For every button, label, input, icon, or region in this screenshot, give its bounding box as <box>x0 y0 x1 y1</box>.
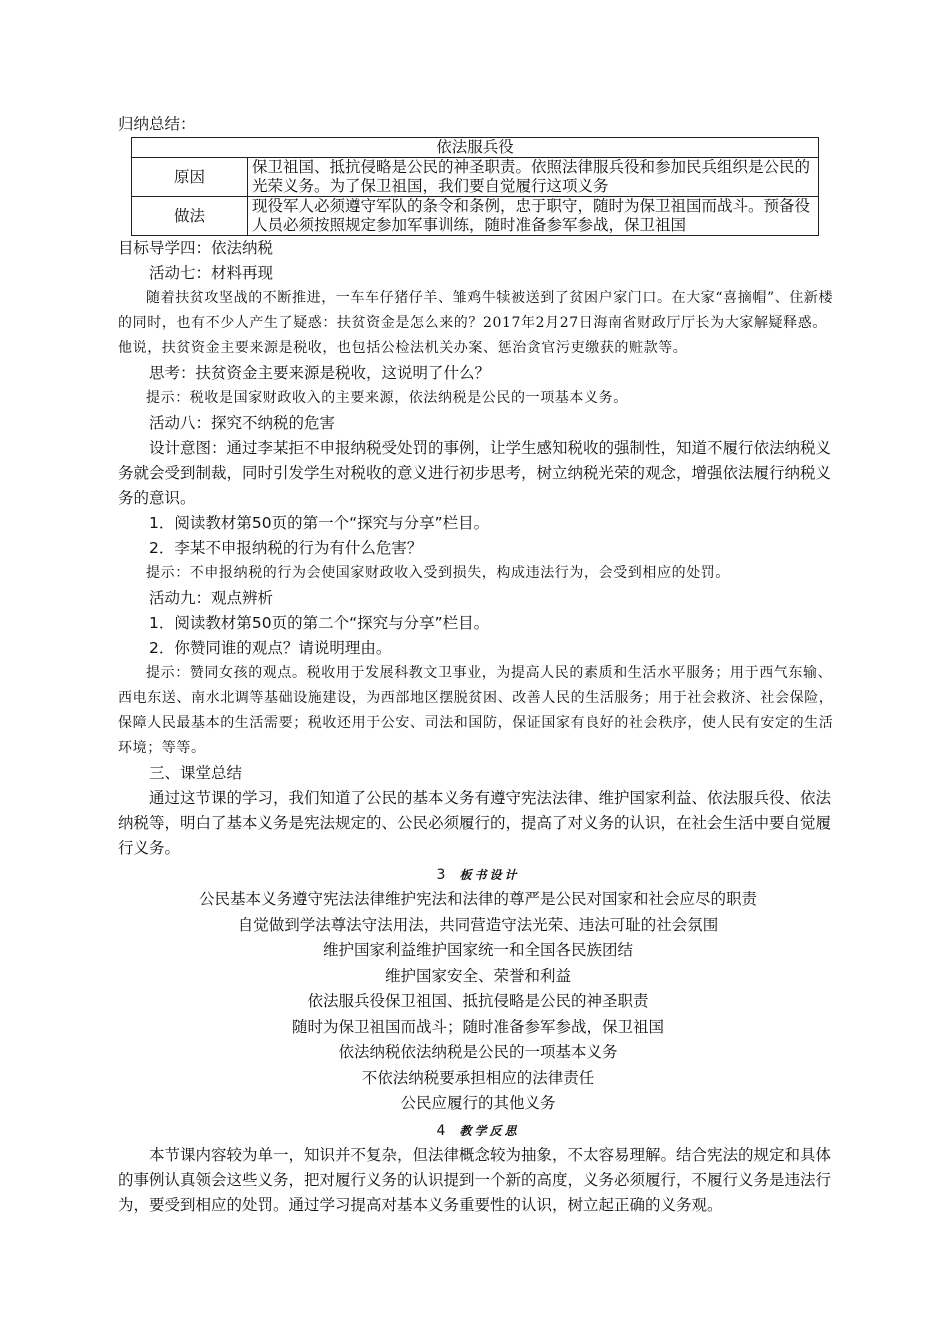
table-row-label: 做法 <box>132 197 248 236</box>
table-row-text: 保卫祖国、抵抗侵略是公民的神圣职责。依照法律服兵役和参加民兵组织是公民的光荣义务。为了保卫祖国，我们要自觉履行这项义务 <box>248 158 819 197</box>
board-line: 维护国家安全、荣誉和利益 <box>384 966 571 985</box>
military-service-table <box>131 137 819 236</box>
summary-intro: 归纳总结： <box>118 115 196 133</box>
activity7-material: 随着扶贫攻坚战的不断推进，一车车仔猪仔羊、雏鸡牛犊被送到了贫困户家门口。在大家“喜摘帽”、住新楼的同时，也有不少人产生了疑惑：扶贫资金是怎么来的？2017年2月27日海南省财政厅厅长为大家解疑释惑。他说，扶贫资金主要来源是税收，也包括公检法机关办案、惩治贪官污吏缴获的赃款等。 <box>118 290 834 356</box>
reflection-text: 本节课内容较为单一，知识并不复杂，但法律概念较为抽象，不太容易理解。结合宪法的规定和具体的事例认真领会这些义务，把对履行义务的认识提到一个新的高度，义务必须履行，不履行义务是违法行为，要受到相应的处罚。通过学习提高对基本义务重要性的认识，树立起正确的义务观。 <box>118 1145 832 1214</box>
activity8-question-2: 2．李某不申报纳税的行为有什么危害？ <box>149 539 423 557</box>
table-row <box>132 158 819 197</box>
activity9-question-1: 1．阅读教材第50页的第二个“探究与分享”栏目。 <box>149 614 490 632</box>
activity8-hint: 提示：不申报纳税的行为会使国家财政收入受到损失，构成违法行为，会受到相应的处罚。 <box>146 565 730 581</box>
section-title: 教学反思 <box>459 1123 520 1138</box>
activity8-design: 设计意图：通过李某拒不申报纳税受处罚的事例，让学生感知税收的强制性，知道不履行依法纳税义务就会受到制裁，同时引发学生对税收的意义进行初步思考，树立纳税光荣的观念，增强依法履行纳税义务的意识。 <box>118 439 832 507</box>
table-row <box>132 197 819 236</box>
board-line: 随时为保卫祖国而战斗；随时准备参军参战，保卫祖国 <box>291 1017 664 1036</box>
section-number: 3 <box>436 867 446 883</box>
board-line: 公民基本义务遵守宪法法律维护宪法和法律的尊严是公民对国家和社会应尽的职责 <box>198 890 757 908</box>
class-summary-text: 通过这节课的学习，我们知道了公民的基本义务有遵守宪法法律、维护国家利益、依法服兵役、依法纳税等，明白了基本义务是宪法规定的、公民必须履行的，提高了对义务的认识，在社会生活中要自觉履行义务。 <box>118 789 832 857</box>
table-title: 依法服兵役 <box>132 138 819 158</box>
goal-heading: 目标导学四：依法纳税 <box>118 239 274 257</box>
board-line: 公民应履行的其他义务 <box>400 1094 556 1112</box>
activity9-title: 活动九：观点辨析 <box>149 589 274 607</box>
class-summary-title: 三、课堂总结 <box>149 764 243 782</box>
activity9-question-2: 2．你赞同谁的观点？请说明理由。 <box>149 639 392 657</box>
board-line: 依法服兵役保卫祖国、抵抗侵略是公民的神圣职责 <box>307 992 649 1010</box>
section-heading-board <box>118 863 838 887</box>
section-heading-reflection <box>118 1119 838 1143</box>
activity8-question-1: 1．阅读教材第50页的第一个“探究与分享”栏目。 <box>149 514 490 532</box>
board-line: 自觉做到学法尊法守法用法，共同营造守法光荣、违法可耻的社会氛围 <box>237 915 719 934</box>
table-row-text: 现役军人必须遵守军队的条令和条例，忠于职守，随时为保卫祖国而战斗。预备役人员必须按照规定参加军事训练，随时准备参军参战，保卫祖国 <box>248 197 819 236</box>
document-page <box>118 112 838 1218</box>
board-line: 不依法纳税要承担相应的法律责任 <box>361 1068 595 1087</box>
section-title: 板书设计 <box>459 868 520 882</box>
board-design <box>118 887 838 1117</box>
activity7-title: 活动七：材料再现 <box>149 264 274 282</box>
activity8-title: 活动八：探究不纳税的危害 <box>149 414 336 432</box>
activity7-hint: 提示：税收是国家财政收入的主要来源，依法纳税是公民的一项基本义务。 <box>146 390 628 406</box>
table-row-label: 原因 <box>132 158 248 197</box>
section-number: 4 <box>436 1122 446 1139</box>
activity7-question: 思考：扶贫资金主要来源是税收，这说明了什么？ <box>149 364 491 382</box>
activity9-hint: 提示：赞同女孩的观点。税收用于发展科教文卫事业，为提高人民的素质和生活水平服务；用于西气东输、西电东送、南水北调等基础设施建设，为西部地区摆脱贫困、改善人民的生活服务；用于社会救济、社会保险，保障人民最基本的生活需要；税收还用于公安、司法和国防，保证国家有良好的社会秩序，使人民有安定的生活环境；等等。 <box>118 665 834 756</box>
board-line: 维护国家利益维护国家统一和全国各民族团结 <box>322 941 633 959</box>
board-line: 依法纳税依法纳税是公民的一项基本义务 <box>338 1043 618 1061</box>
